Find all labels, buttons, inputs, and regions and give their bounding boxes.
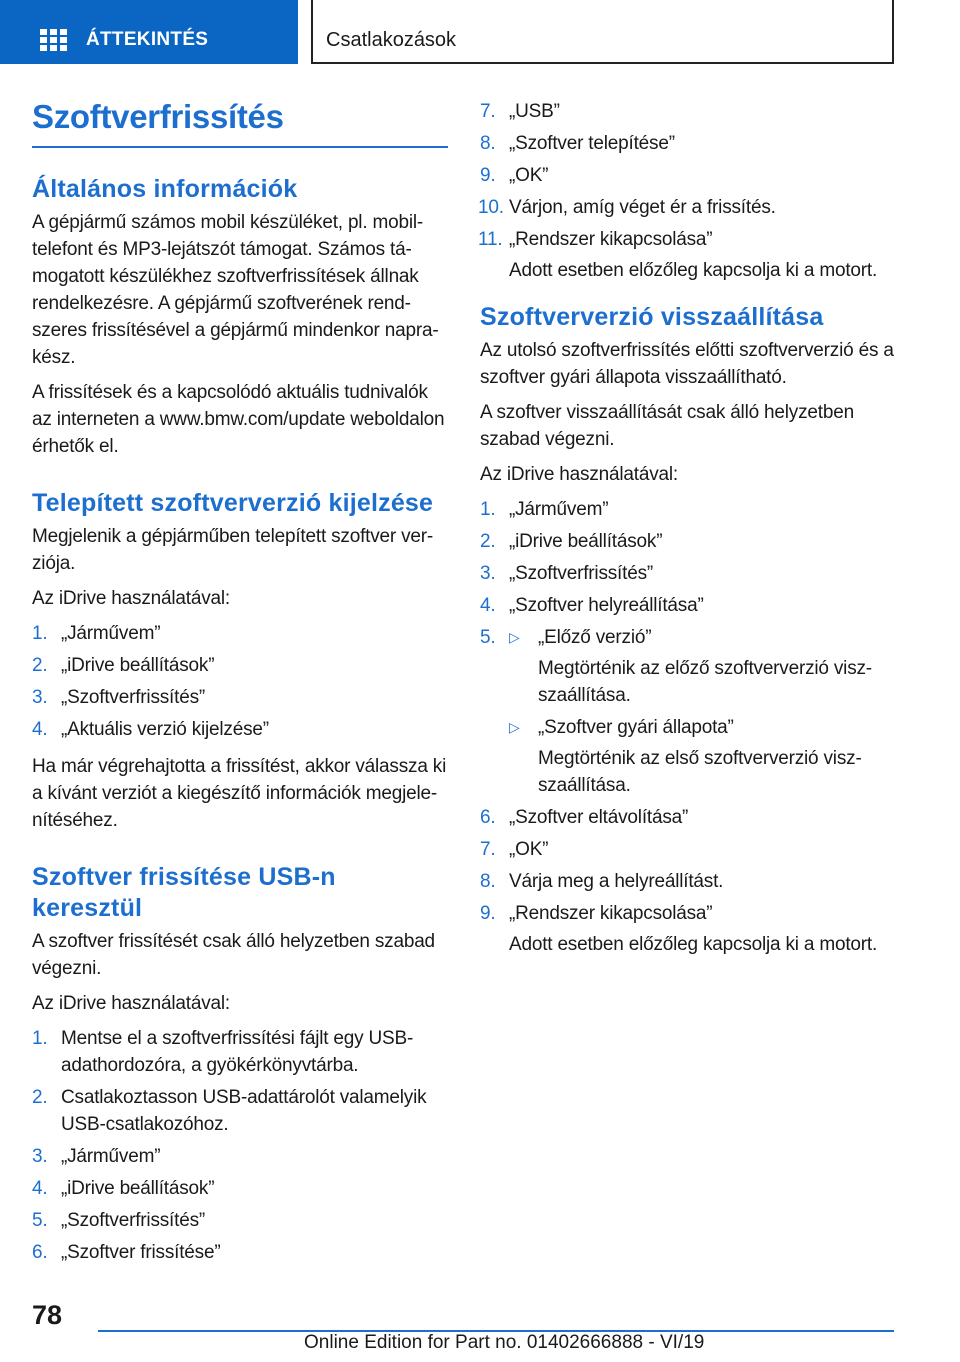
steps-usb-continued — [480, 98, 896, 284]
step-number: 10. — [478, 197, 504, 218]
list-item — [32, 620, 448, 647]
paragraph: A szoftver frissítését csak álló helyzetben szabad végezni. — [32, 931, 435, 979]
step-number: 7. — [480, 839, 496, 860]
left-column — [32, 98, 448, 1276]
step-text: „OK” — [509, 165, 549, 186]
step-text: „iDrive beállítások” — [61, 1178, 215, 1199]
step-number: 11. — [478, 229, 503, 250]
option-text: „Szoftver gyári állapota” — [538, 717, 734, 738]
step-number: 2. — [32, 1087, 48, 1108]
step-number: 1. — [32, 1028, 48, 1049]
step-text: „Aktuális verzió kijelzése” — [61, 719, 269, 740]
step-number: 5. — [480, 627, 496, 648]
list-item — [480, 624, 896, 799]
page-title: Szoftverfrissítés — [32, 98, 448, 148]
step-number: 3. — [32, 687, 48, 708]
paragraph: A frissítések és a kapcsolódó aktuális tudnivalók az interneten a www.bmw.com/update weboldalon érhetők el. — [32, 382, 445, 457]
list-item — [480, 868, 896, 895]
step-text: „Szoftverfrissítés” — [61, 1210, 205, 1231]
list-item — [32, 1207, 448, 1234]
step-number: 4. — [32, 719, 48, 740]
step-number: 7. — [480, 101, 496, 122]
list-item — [480, 194, 896, 221]
step-number: 3. — [32, 1146, 48, 1167]
step-text: „Rendszer kikapcsolása” — [509, 903, 713, 924]
option-text: „Előző verzió” — [538, 627, 652, 648]
step-text: „Szoftver frissítése” — [61, 1242, 221, 1263]
list-item — [480, 900, 896, 958]
step-text: „Járművem” — [61, 1146, 161, 1167]
step-number: 4. — [480, 595, 496, 616]
step-number: 2. — [480, 531, 496, 552]
steps-usb — [32, 1025, 448, 1266]
step-text: „Szoftver helyreállítása” — [509, 595, 704, 616]
heading-usb-update: Szoftver frissítése USB-n keresztül — [32, 863, 336, 922]
paragraph: Az iDrive használatával: — [32, 993, 230, 1014]
step-number: 9. — [480, 903, 496, 924]
right-column — [480, 98, 896, 968]
tab-overview-label: ÁTTEKINTÉS — [86, 29, 209, 50]
paragraph: Az iDrive használatával: — [480, 464, 678, 485]
step-text: „Szoftver telepítése” — [509, 133, 675, 154]
steps-restore — [480, 496, 896, 958]
list-item — [480, 162, 896, 189]
option-note: Megtörténik az első szoftververzió viszszaállítása. — [538, 748, 862, 796]
list-item — [480, 560, 896, 587]
option-item — [509, 714, 896, 799]
list-item — [32, 1143, 448, 1170]
step-text: „Járművem” — [509, 499, 609, 520]
grid-icon — [40, 29, 68, 51]
paragraph: A gépjármű számos mobil készüléket, pl. mobiltelefont és MP3-lejátszót támogat. Számos támogatott készülékhez szoftverfrissítések állnak rendelkezésre. A gépjármű szoftverének rendszeres frissítésével a gépjármű mindenkor naprakész. — [32, 212, 439, 368]
step-text: Várjon, amíg véget ér a frissítés. — [509, 197, 776, 218]
step-number: 9. — [480, 165, 496, 186]
list-item — [32, 684, 448, 711]
step-number: 8. — [480, 133, 496, 154]
list-item — [480, 836, 896, 863]
paragraph: Megjelenik a gépjárműben telepített szoftver verziója. — [32, 526, 434, 574]
tab-section[interactable] — [311, 0, 894, 64]
list-item — [480, 98, 896, 125]
step-text: „Szoftver eltávolítása” — [509, 807, 689, 828]
heading-installed-version: Telepített szoftververzió kijelzése — [32, 489, 434, 517]
option-list — [509, 624, 896, 799]
heading-restore: Szoftververzió visszaállítása — [480, 303, 824, 331]
step-text: „iDrive beállítások” — [509, 531, 663, 552]
list-item — [32, 1084, 448, 1138]
page-header — [0, 0, 960, 66]
option-note: Megtörténik az előző szoftververzió viszszaállítása. — [538, 658, 873, 706]
step-text: „Szoftverfrissítés” — [61, 687, 205, 708]
step-text: „iDrive beállítások” — [61, 655, 215, 676]
step-text: „OK” — [509, 839, 549, 860]
list-item — [32, 1239, 448, 1266]
option-item — [509, 624, 896, 709]
list-item — [480, 804, 896, 831]
step-text: „Szoftverfrissítés” — [509, 563, 653, 584]
step-number: 1. — [480, 499, 496, 520]
heading-general: Általános információk — [32, 175, 298, 203]
paragraph: A szoftver visszaállítását csak álló helyzetben szabad végezni. — [480, 402, 854, 450]
step-text: „USB” — [509, 101, 560, 122]
step-number: 8. — [480, 871, 496, 892]
list-item — [480, 592, 896, 619]
step-number: 6. — [32, 1242, 48, 1263]
step-number: 3. — [480, 563, 496, 584]
section-tab-label: Csatlakozások — [326, 29, 457, 51]
step-number: 6. — [480, 807, 496, 828]
list-item — [480, 528, 896, 555]
triangle-right-icon: ▷ — [509, 629, 520, 645]
step-text: Várja meg a helyreállítást. — [509, 871, 724, 892]
list-item — [32, 716, 448, 743]
list-item — [480, 226, 896, 284]
step-number: 2. — [32, 655, 48, 676]
tab-overview[interactable] — [0, 0, 298, 64]
page-number: 78 — [32, 1300, 63, 1330]
step-text: Mentse el a szoftverfrissítési fájlt egy USB-adathordozóra, a gyökérkönyvtárba. — [61, 1028, 414, 1076]
list-item — [32, 1175, 448, 1202]
list-item — [480, 496, 896, 523]
paragraph: Ha már végrehajtotta a frissítést, akkor válassza ki a kívánt verziót a kiegészítő információk megjelenítéséhez. — [32, 756, 447, 831]
footer-edition: Online Edition for Part no. 01402666888 - VI/19 — [304, 1332, 705, 1353]
paragraph: Az utolsó szoftverfrissítés előtti szoftververzió és a szoftver gyári állapota visszaállítható. — [480, 340, 894, 388]
triangle-right-icon: ▷ — [509, 719, 520, 735]
step-text: Csatlakoztasson USB-adattárolót valamelyik USB-csatlakozóhoz. — [61, 1087, 427, 1135]
steps-installed — [32, 620, 448, 743]
list-item — [32, 1025, 448, 1079]
list-item — [480, 130, 896, 157]
step-number: 1. — [32, 623, 48, 644]
step-note: Adott esetben előzőleg kapcsolja ki a motort. — [509, 260, 878, 281]
step-text: „Rendszer kikapcsolása” — [509, 229, 713, 250]
step-number: 5. — [32, 1210, 48, 1231]
step-number: 4. — [32, 1178, 48, 1199]
paragraph: Az iDrive használatával: — [32, 588, 230, 609]
step-text: „Járművem” — [61, 623, 161, 644]
list-item — [32, 652, 448, 679]
step-note: Adott esetben előzőleg kapcsolja ki a motort. — [509, 934, 878, 955]
